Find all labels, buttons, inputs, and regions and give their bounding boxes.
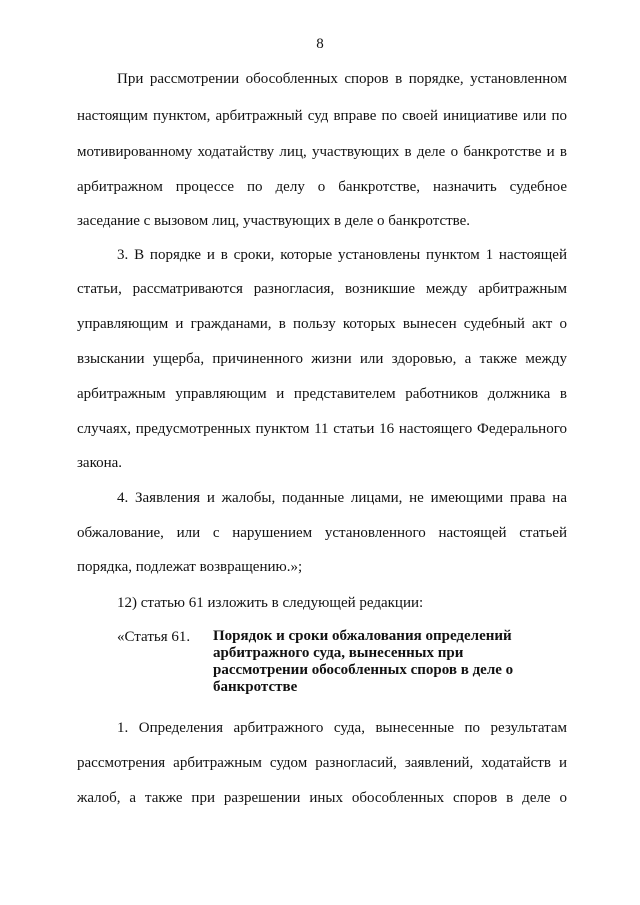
paragraph-line: статьи, рассматриваются разногласия, возникшие между арбитражным [77, 281, 567, 297]
paragraph-line: 3. В порядке и в сроки, которые установлены пунктом 1 настоящей [117, 247, 567, 263]
paragraph-line: 1. Определения арбитражного суда, вынесенные по результатам [117, 720, 567, 736]
paragraph-line: закона. [77, 455, 123, 471]
paragraph-line: порядка, подлежат возвращению.»; [77, 559, 303, 575]
paragraph-line: мотивированному ходатайству лиц, участвующих в деле о банкротстве и в [77, 144, 567, 160]
article-label: «Статья 61. [117, 629, 191, 645]
paragraph-line: 4. Заявления и жалобы, поданные лицами, не имеющими права на [117, 490, 567, 506]
page-number: 8 [316, 36, 324, 52]
paragraph-line: арбитражным управляющим и представителем работников должника в [77, 386, 567, 402]
paragraph-line: При рассмотрении обособленных споров в порядке, установленном [117, 71, 567, 87]
paragraph-line: случаях, предусмотренных пунктом 11 статьи 16 настоящего Федерального [77, 421, 567, 437]
paragraph-line: управляющим и гражданами, в пользу которых вынесен судебный акт о [77, 316, 567, 332]
paragraph-line: 12) статью 61 изложить в следующей редакции: [117, 595, 424, 611]
paragraph-line: арбитражном процессе по делу о банкротстве, назначить судебное [77, 179, 567, 195]
paragraph-line: взыскании ущерба, причиненного жизни или здоровью, а также между [77, 351, 567, 367]
paragraph-line: настоящим пунктом, арбитражный суд вправе по своей инициативе или по [77, 108, 567, 124]
paragraph-line: рассмотрения арбитражным судом разногласий, заявлений, ходатайств и [77, 755, 567, 771]
paragraph-line: обжалование, или с нарушением установленного настоящей статьей [77, 525, 567, 541]
article-title: Порядок и сроки обжалования определений арбитражного суда, вынесенных при рассмотрении обособленных споров в деле о банкротстве [213, 628, 514, 695]
paragraph-line: заседание с вызовом лиц, участвующих в деле о банкротстве. [77, 213, 471, 229]
paragraph-line: жалоб, а также при разрешении иных обособленных споров в деле о [77, 790, 567, 806]
